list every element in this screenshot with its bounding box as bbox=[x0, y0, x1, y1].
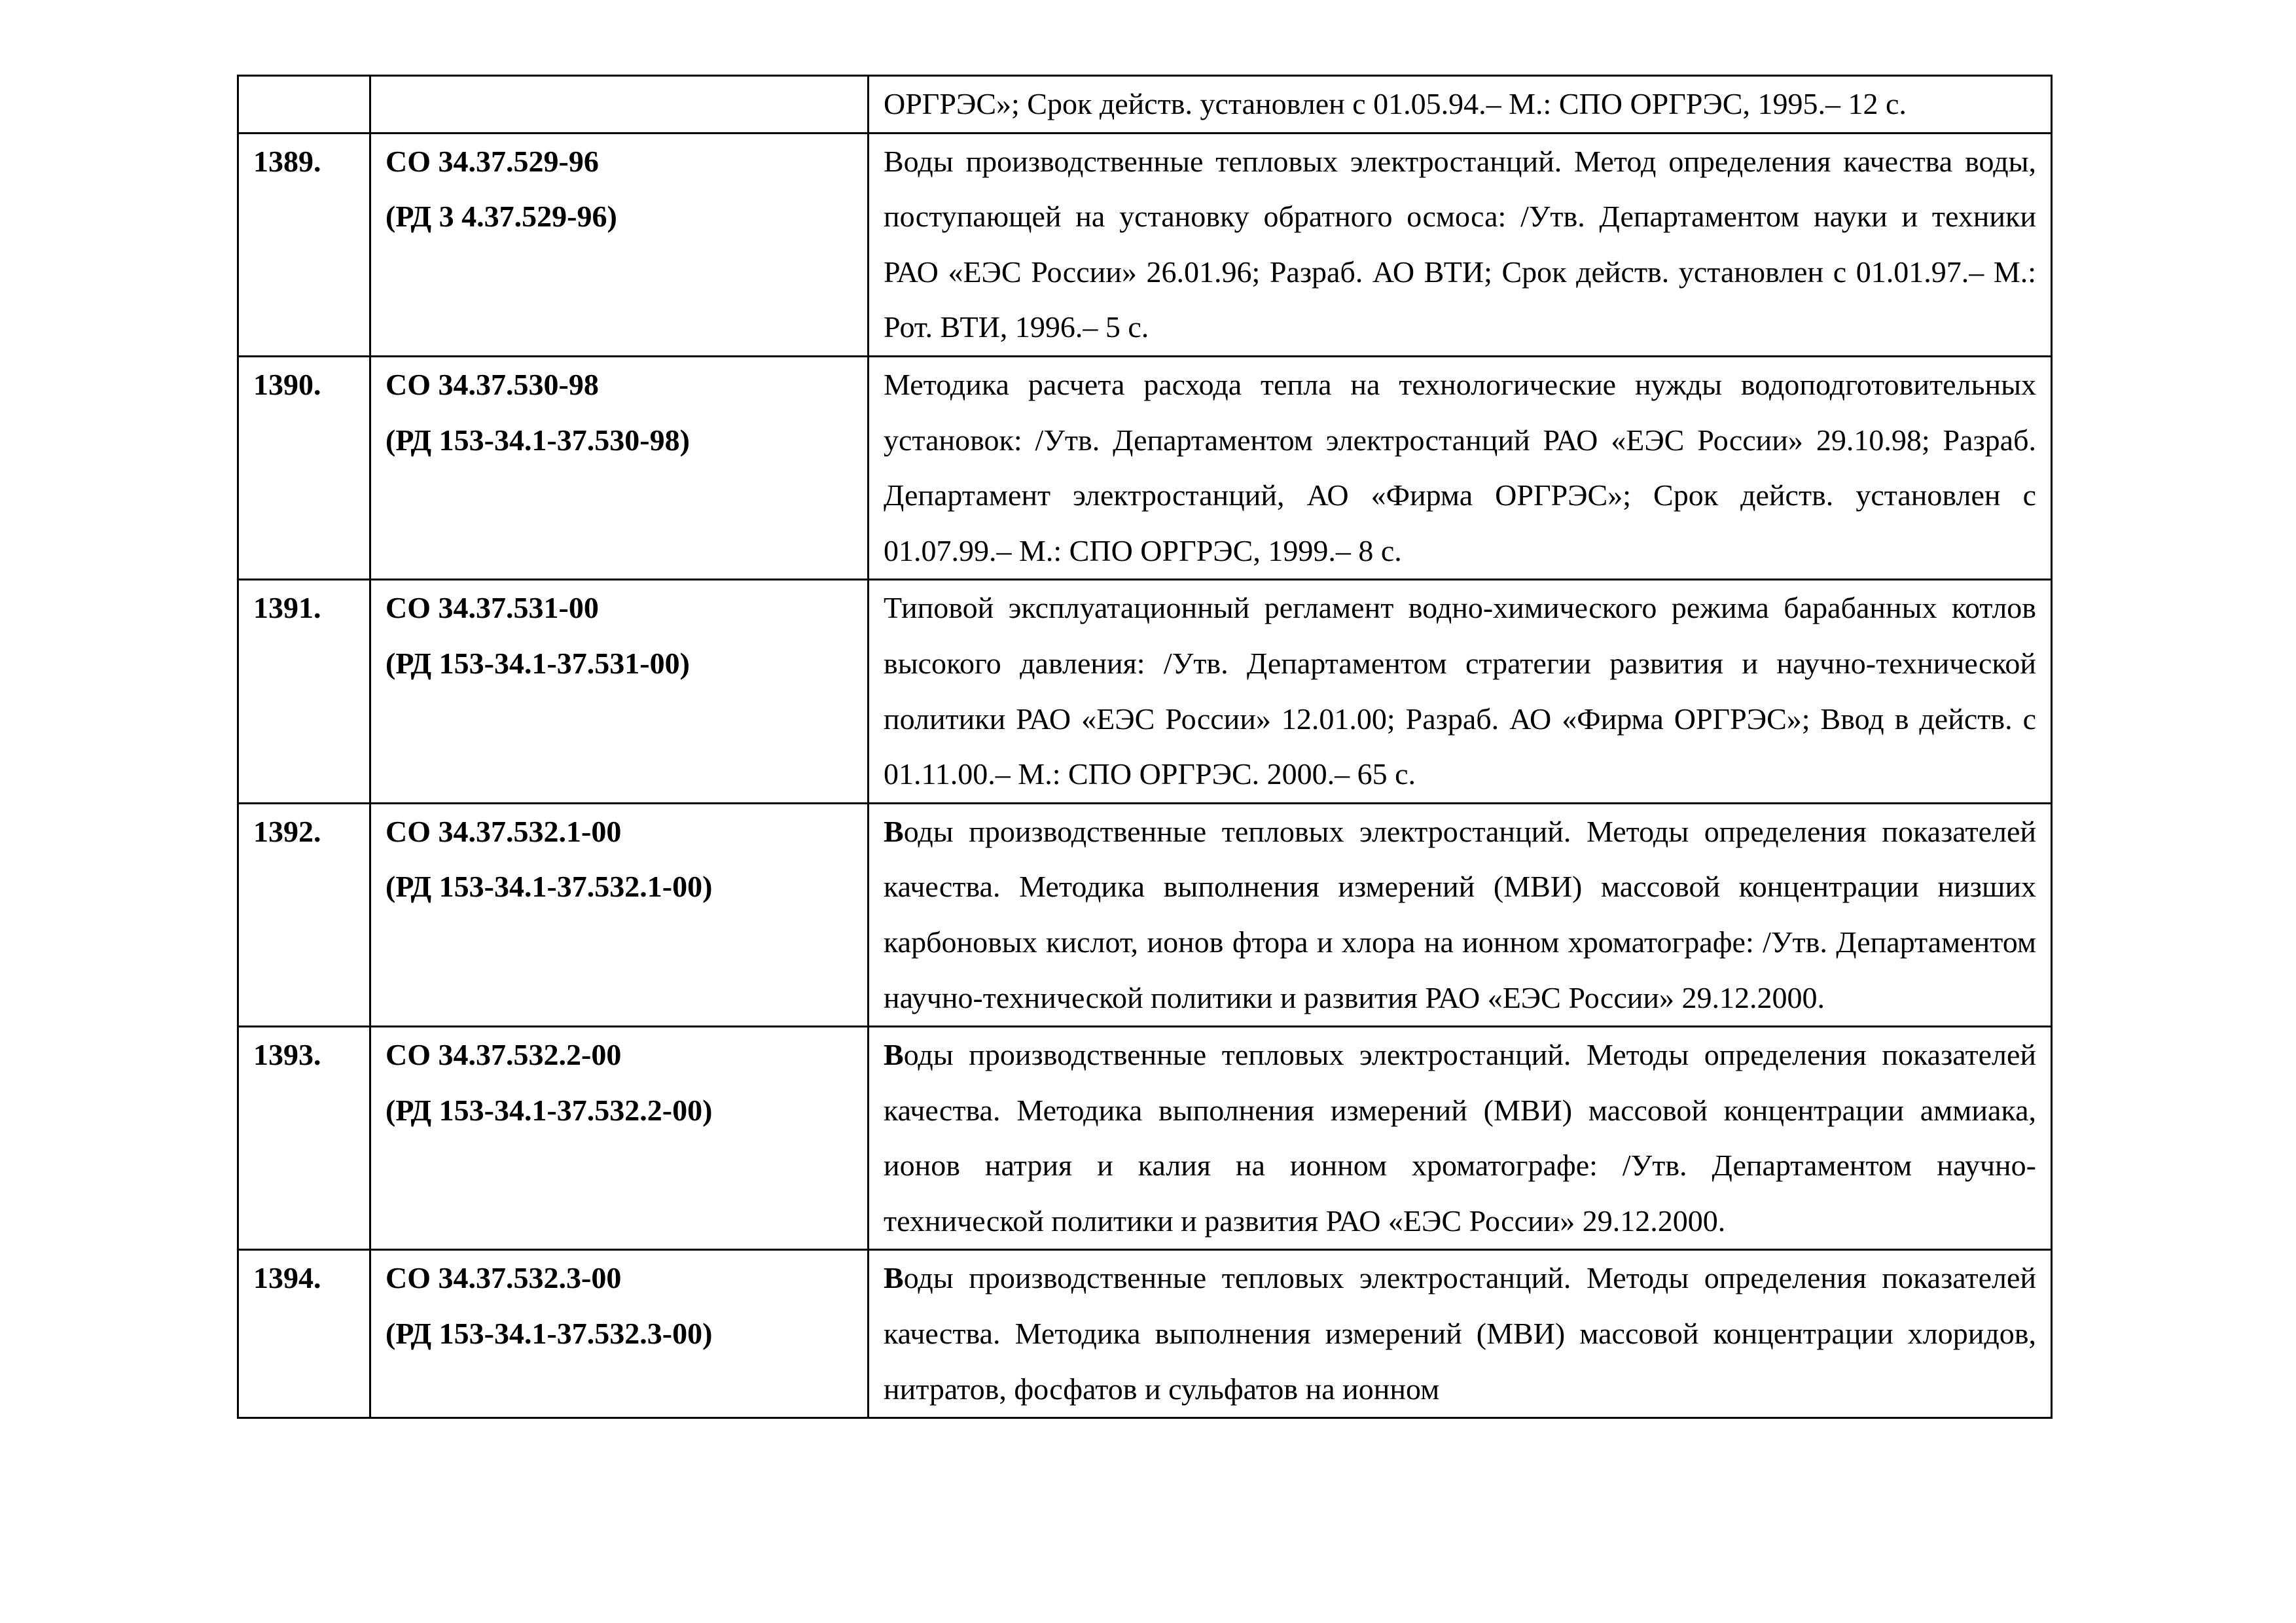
document-description-cell bbox=[869, 803, 2052, 1026]
document-code-alt: (РД 153-34.1-37.532.2-00) bbox=[386, 1093, 713, 1127]
table-row bbox=[238, 580, 2052, 803]
document-description-cell bbox=[869, 1027, 2052, 1250]
document-code-cell bbox=[370, 1250, 869, 1418]
document-description-cell bbox=[869, 356, 2052, 579]
row-number: 1390. bbox=[238, 356, 370, 579]
row-number bbox=[238, 76, 370, 134]
document-code-alt: (РД 153-34.1-37.532.3-00) bbox=[386, 1317, 713, 1351]
document-code: СО 34.37.530-98 bbox=[386, 367, 599, 401]
row-number: 1391. bbox=[238, 580, 370, 803]
document-code-alt: (РД 3 4.37.529-96) bbox=[386, 200, 617, 234]
document-description: оды производственные тепловых электростанций. Методы определения показателей качества. Методика выполнения измерений (МВИ) массовой концентрации хлоридов, нитратов, фосфатов и сульфатов на ионном bbox=[884, 1261, 2036, 1406]
description-lead: В bbox=[884, 1261, 904, 1295]
document-code-cell bbox=[370, 580, 869, 803]
document-code: СО 34.37.532.3-00 bbox=[386, 1261, 622, 1295]
document-code: СО 34.37.532.2-00 bbox=[386, 1038, 622, 1072]
table-row bbox=[238, 1027, 2052, 1250]
document-code-alt: (РД 153-34.1-37.530-98) bbox=[386, 423, 690, 457]
document-description-cell bbox=[869, 133, 2052, 356]
description-lead: В bbox=[884, 814, 904, 848]
document-description: ОРГРЭС»; Срок действ. установлен с 01.05.94.– М.: СПО ОРГРЭС, 1995.– 12 с. bbox=[884, 87, 1907, 120]
document-description: Методика расчета расхода тепла на технологические нужды водоподготовительных установок: /Утв. Департаментом электростанций РАО «ЕЭС России» 29.10.98; Разраб. Департамент электростанций, АО «Фирма ОРГРЭС»; Срок действ. установлен с 01.07.99.– М.: СПО ОРГРЭС, 1999.– 8 с. bbox=[884, 367, 2036, 567]
document-code-cell bbox=[370, 803, 869, 1026]
document-description: Типовой эксплуатационный регламент водно-химического режима барабанных котлов высокого давления: /Утв. Департаментом стратегии развития и научно-технической политики РАО «ЕЭС России» 12.01.00; Разраб. АО «Фирма ОРГРЭС»; Ввод в действ. с 01.11.00.– М.: СПО ОРГРЭС. 2000.– 65 с. bbox=[884, 591, 2036, 791]
document-code-cell bbox=[370, 133, 869, 356]
document-code: СО 34.37.531-00 bbox=[386, 591, 599, 625]
document-code-cell bbox=[370, 1027, 869, 1250]
table-row bbox=[238, 356, 2052, 579]
row-number: 1394. bbox=[238, 1250, 370, 1418]
table-row bbox=[238, 1250, 2052, 1418]
row-number: 1392. bbox=[238, 803, 370, 1026]
document-code: СО 34.37.532.1-00 bbox=[386, 814, 622, 848]
row-number: 1389. bbox=[238, 133, 370, 356]
document-description: оды производственные тепловых электростанций. Методы определения показателей качества. Методика выполнения измерений (МВИ) массовой концентрации аммиака, ионов натрия и калия на ионном хроматографе: /Утв. Департаментом научно-технической политики и развития РАО «ЕЭС России» 29.12.2000. bbox=[884, 1038, 2036, 1238]
document-code-cell bbox=[370, 76, 869, 134]
document-code-alt: (РД 153-34.1-37.531-00) bbox=[386, 646, 690, 680]
table-row bbox=[238, 76, 2052, 134]
document-description-cell bbox=[869, 1250, 2052, 1418]
document-description-cell bbox=[869, 580, 2052, 803]
table-row bbox=[238, 803, 2052, 1026]
document-description: оды производственные тепловых электростанций. Методы определения показателей качества. Методика выполнения измерений (МВИ) массовой концентрации низших карбоновых кислот, ионов фтора и хлора на ионном хроматографе: /Утв. Департаментом научно-технической политики и развития РАО «ЕЭС России» 29.12.2000. bbox=[884, 814, 2036, 1014]
document-description: Воды производственные тепловых электростанций. Метод определения качества воды, поступающей на установку обратного осмоса: /Утв. Департаментом науки и техники РАО «ЕЭС России» 26.01.96; Разраб. АО ВТИ; Срок действ. установлен с 01.01.97.– М.: Рот. ВТИ, 1996.– 5 с. bbox=[884, 144, 2036, 344]
standards-table bbox=[237, 75, 2053, 1419]
document-description-cell bbox=[869, 76, 2052, 134]
description-lead: В bbox=[884, 1038, 904, 1072]
document-code-cell bbox=[370, 356, 869, 579]
document-code: СО 34.37.529-96 bbox=[386, 144, 599, 178]
table-row bbox=[238, 133, 2052, 356]
row-number: 1393. bbox=[238, 1027, 370, 1250]
document-code-alt: (РД 153-34.1-37.532.1-00) bbox=[386, 870, 713, 904]
